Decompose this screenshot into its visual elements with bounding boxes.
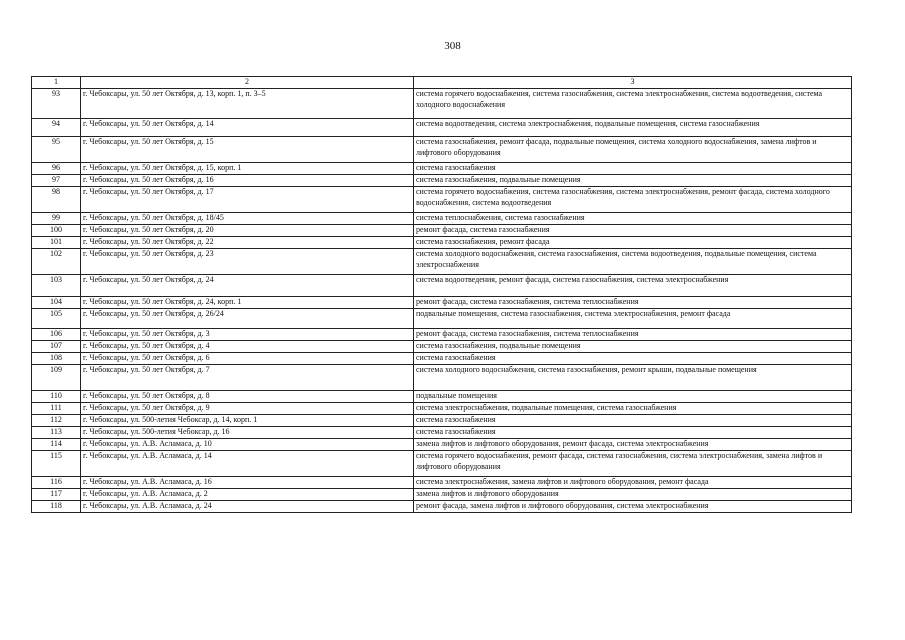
- works-cell: система электроснабжения, замена лифтов и лифтового оборудования, ремонт фасада: [414, 477, 852, 489]
- row-number: 93: [32, 89, 81, 119]
- address-cell: г. Чебоксары, ул. 50 лет Октября, д. 8: [81, 391, 414, 403]
- row-number: 110: [32, 391, 81, 403]
- row-number: 103: [32, 275, 81, 297]
- address-cell: г. Чебоксары, ул. 50 лет Октября, д. 23: [81, 249, 414, 275]
- address-cell: г. Чебоксары, ул. 50 лет Октября, д. 18/45: [81, 213, 414, 225]
- column-header-number: 1: [32, 77, 81, 89]
- address-cell: г. Чебоксары, ул. 50 лет Октября, д. 22: [81, 237, 414, 249]
- row-number: 108: [32, 353, 81, 365]
- table-row: [32, 477, 852, 489]
- row-number: 109: [32, 365, 81, 391]
- row-number: 104: [32, 297, 81, 309]
- table-row: [32, 297, 852, 309]
- row-number: 116: [32, 477, 81, 489]
- page-number: 308: [444, 40, 461, 52]
- table-row: [32, 341, 852, 353]
- table-row: [32, 353, 852, 365]
- table-body: [32, 89, 852, 513]
- works-cell: система водоотведения, система электроснабжения, подвальные помещения, система газоснабжения: [414, 119, 852, 137]
- table-row: [32, 365, 852, 391]
- address-cell: г. Чебоксары, ул. 50 лет Октября, д. 15, корп. 1: [81, 163, 414, 175]
- address-cell: г. Чебоксары, ул. 50 лет Октября, д. 14: [81, 119, 414, 137]
- works-cell: система горячего водоснабжения, ремонт фасада, система газоснабжения, система электроснабжения, замена лифтов и лифтового оборудования: [414, 451, 852, 477]
- table-row: [32, 187, 852, 213]
- table-row: [32, 237, 852, 249]
- works-cell: система газоснабжения: [414, 415, 852, 427]
- table-row: [32, 309, 852, 329]
- table-row: [32, 89, 852, 119]
- row-number: 102: [32, 249, 81, 275]
- table-row: [32, 137, 852, 163]
- address-cell: г. Чебоксары, ул. 50 лет Октября, д. 13, корп. 1, п. 3–5: [81, 89, 414, 119]
- works-cell: система горячего водоснабжения, система газоснабжения, система электроснабжения, система водоотведения, система холодного водоснабжения: [414, 89, 852, 119]
- table-row: [32, 249, 852, 275]
- table-row: [32, 119, 852, 137]
- table-row: [32, 501, 852, 513]
- row-number: 114: [32, 439, 81, 451]
- row-number: 101: [32, 237, 81, 249]
- works-cell: система газоснабжения, подвальные помещения: [414, 341, 852, 353]
- table-row: [32, 489, 852, 501]
- table-row: [32, 439, 852, 451]
- row-number: 98: [32, 187, 81, 213]
- works-cell: подвальные помещения, система газоснабжения, система электроснабжения, ремонт фасада: [414, 309, 852, 329]
- address-cell: г. Чебоксары, ул. 500-летия Чебоксар, д. 14, корп. 1: [81, 415, 414, 427]
- table-header: [32, 77, 852, 89]
- works-cell: система электроснабжения, подвальные помещения, система газоснабжения: [414, 403, 852, 415]
- works-cell: система газоснабжения, ремонт фасада: [414, 237, 852, 249]
- works-cell: система газоснабжения, ремонт фасада, подвальные помещения, система холодного водоснабжения, замена лифтов и лифтового оборудования: [414, 137, 852, 163]
- row-number: 113: [32, 427, 81, 439]
- row-number: 105: [32, 309, 81, 329]
- row-number: 106: [32, 329, 81, 341]
- table-row: [32, 175, 852, 187]
- address-cell: г. Чебоксары, ул. 50 лет Октября, д. 17: [81, 187, 414, 213]
- row-number: 111: [32, 403, 81, 415]
- address-cell: г. Чебоксары, ул. 50 лет Октября, д. 6: [81, 353, 414, 365]
- address-cell: г. Чебоксары, ул. А.В. Асламаса, д. 14: [81, 451, 414, 477]
- table-row: [32, 451, 852, 477]
- works-cell: система газоснабжения, подвальные помещения: [414, 175, 852, 187]
- row-number: 94: [32, 119, 81, 137]
- row-number: 115: [32, 451, 81, 477]
- address-cell: г. Чебоксары, ул. А.В. Асламаса, д. 24: [81, 501, 414, 513]
- works-cell: система водоотведения, ремонт фасада, система газоснабжения, система электроснабжения: [414, 275, 852, 297]
- works-cell: система газоснабжения: [414, 427, 852, 439]
- works-cell: система теплоснабжения, система газоснабжения: [414, 213, 852, 225]
- works-cell: замена лифтов и лифтового оборудования: [414, 489, 852, 501]
- works-cell: система холодного водоснабжения, система газоснабжения, система водоотведения, подвальные помещения, система электроснабжения: [414, 249, 852, 275]
- table-row: [32, 427, 852, 439]
- row-number: 117: [32, 489, 81, 501]
- row-number: 107: [32, 341, 81, 353]
- works-cell: система газоснабжения: [414, 163, 852, 175]
- header-row: [32, 77, 852, 89]
- table-row: [32, 403, 852, 415]
- row-number: 99: [32, 213, 81, 225]
- works-cell: подвальные помещения: [414, 391, 852, 403]
- table-row: [32, 213, 852, 225]
- address-cell: г. Чебоксары, ул. 50 лет Октября, д. 15: [81, 137, 414, 163]
- address-cell: г. Чебоксары, ул. 50 лет Октября, д. 7: [81, 365, 414, 391]
- works-cell: система газоснабжения: [414, 353, 852, 365]
- registry-table: [31, 76, 852, 513]
- works-cell: система холодного водоснабжения, система газоснабжения, ремонт крыши, подвальные помещения: [414, 365, 852, 391]
- works-cell: замена лифтов и лифтового оборудования, ремонт фасада, система электроснабжения: [414, 439, 852, 451]
- row-number: 97: [32, 175, 81, 187]
- address-cell: г. Чебоксары, ул. 50 лет Октября, д. 20: [81, 225, 414, 237]
- works-cell: ремонт фасада, система газоснабжения, система теплоснабжения: [414, 329, 852, 341]
- address-cell: г. Чебоксары, ул. А.В. Асламаса, д. 16: [81, 477, 414, 489]
- row-number: 100: [32, 225, 81, 237]
- table-row: [32, 415, 852, 427]
- works-cell: система горячего водоснабжения, система газоснабжения, система электроснабжения, ремонт фасада, система холодного водоснабжения, система водоотведения: [414, 187, 852, 213]
- address-cell: г. Чебоксары, ул. 50 лет Октября, д. 24: [81, 275, 414, 297]
- row-number: 112: [32, 415, 81, 427]
- address-cell: г. Чебоксары, ул. 50 лет Октября, д. 24, корп. 1: [81, 297, 414, 309]
- table-row: [32, 329, 852, 341]
- address-cell: г. Чебоксары, ул. 50 лет Октября, д. 26/24: [81, 309, 414, 329]
- table-row: [32, 275, 852, 297]
- works-cell: ремонт фасада, замена лифтов и лифтового оборудования, система электроснабжения: [414, 501, 852, 513]
- address-cell: г. Чебоксары, ул. 50 лет Октября, д. 16: [81, 175, 414, 187]
- works-cell: ремонт фасада, система газоснабжения: [414, 225, 852, 237]
- address-cell: г. Чебоксары, ул. 50 лет Октября, д. 3: [81, 329, 414, 341]
- table-row: [32, 163, 852, 175]
- address-cell: г. Чебоксары, ул. 50 лет Октября, д. 4: [81, 341, 414, 353]
- row-number: 96: [32, 163, 81, 175]
- column-header-address: 2: [81, 77, 414, 89]
- table-row: [32, 225, 852, 237]
- row-number: 95: [32, 137, 81, 163]
- address-cell: г. Чебоксары, ул. А.В. Асламаса, д. 10: [81, 439, 414, 451]
- address-cell: г. Чебоксары, ул. 50 лет Октября, д. 9: [81, 403, 414, 415]
- address-cell: г. Чебоксары, ул. 500-летия Чебоксар, д. 16: [81, 427, 414, 439]
- works-cell: ремонт фасада, система газоснабжения, система теплоснабжения: [414, 297, 852, 309]
- table-row: [32, 391, 852, 403]
- row-number: 118: [32, 501, 81, 513]
- column-header-works: 3: [414, 77, 852, 89]
- address-cell: г. Чебоксары, ул. А.В. Асламаса, д. 2: [81, 489, 414, 501]
